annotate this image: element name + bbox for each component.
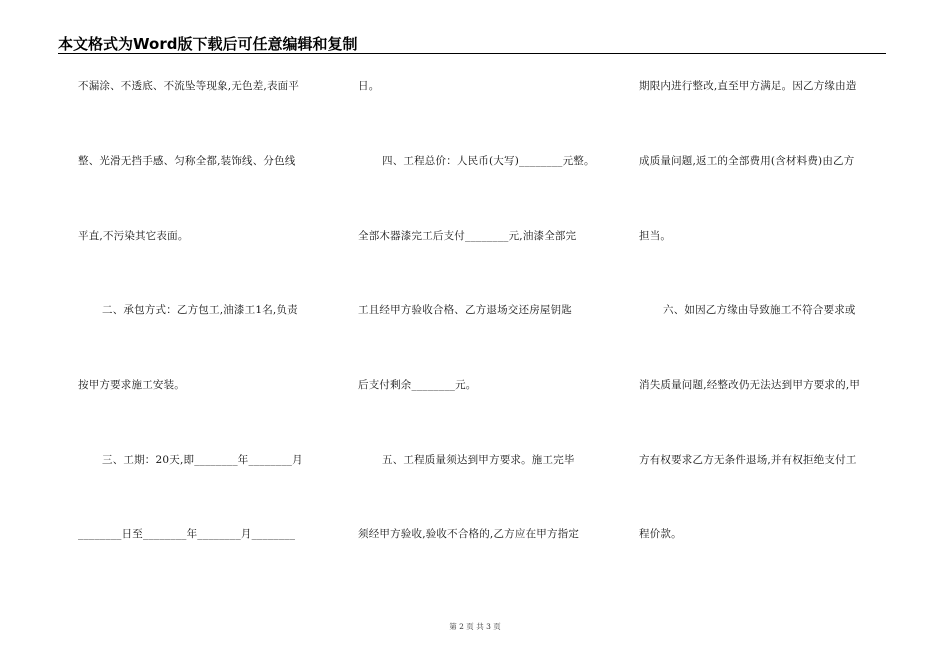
paragraph-line: 方有权要求乙方无条件退场,并有权拒绝支付工 [639,454,857,466]
paragraph-line: 六、如因乙方缘由导致施工不符合要求或 [663,304,856,316]
paragraph-line: 整、光滑无挡手感、匀称全都,装饰线、分色线 [78,155,296,167]
paragraph-line: 五、工程质量须达到甲方要求。施工完毕 [382,454,575,466]
page-number: 第 2 页 共 3 页 [449,622,501,631]
paragraph-line: 四、工程总价：人民币(大写)________元整。 [382,155,595,167]
paragraph-line: 成质量问题,返工的全部费用(含材料费)由乙方 [639,155,855,167]
paragraph-line: 不漏涂、不透底、不流坠等现象,无色差,表面平 [78,80,300,92]
paragraph-line: 工且经甲方验收合格、乙方退场交还房屋钥匙 [358,304,572,316]
paragraph-line: 全部木器漆完工后支付________元,油漆全部完 [358,230,577,242]
paragraph-line: 后支付剩余________元。 [358,379,477,391]
paragraph-line: 须经甲方验收,验收不合格的,乙方应在甲方指定 [358,528,580,540]
paragraph-line: 消失质量问题,经整改仍无法达到甲方要求的,甲 [639,379,861,391]
paragraph-line: 平直,不污染其它表面。 [78,230,189,242]
paragraph-line: 三、工期：20天,即________年________月 [102,454,303,466]
paragraph-line: 程价款。 [639,528,682,540]
paragraph-line: 按甲方要求施工安装。 [78,379,185,391]
paragraph-line: ________日至________年________月________ [78,528,296,540]
paragraph-line: 二、承包方式：乙方包工,油漆工1名,负责 [102,304,298,316]
paragraph-line: 日。 [358,80,380,92]
text-column-3 [639,0,884,600]
paragraph-line: 期限内进行整改,直至甲方满足。因乙方缘由造 [639,80,857,92]
text-column-1 [78,0,323,600]
document-header-title: 本文格式为Word版下载后可任意编辑和复制 [58,35,358,53]
text-column-2 [358,0,618,600]
paragraph-line: 担当。 [639,230,672,242]
